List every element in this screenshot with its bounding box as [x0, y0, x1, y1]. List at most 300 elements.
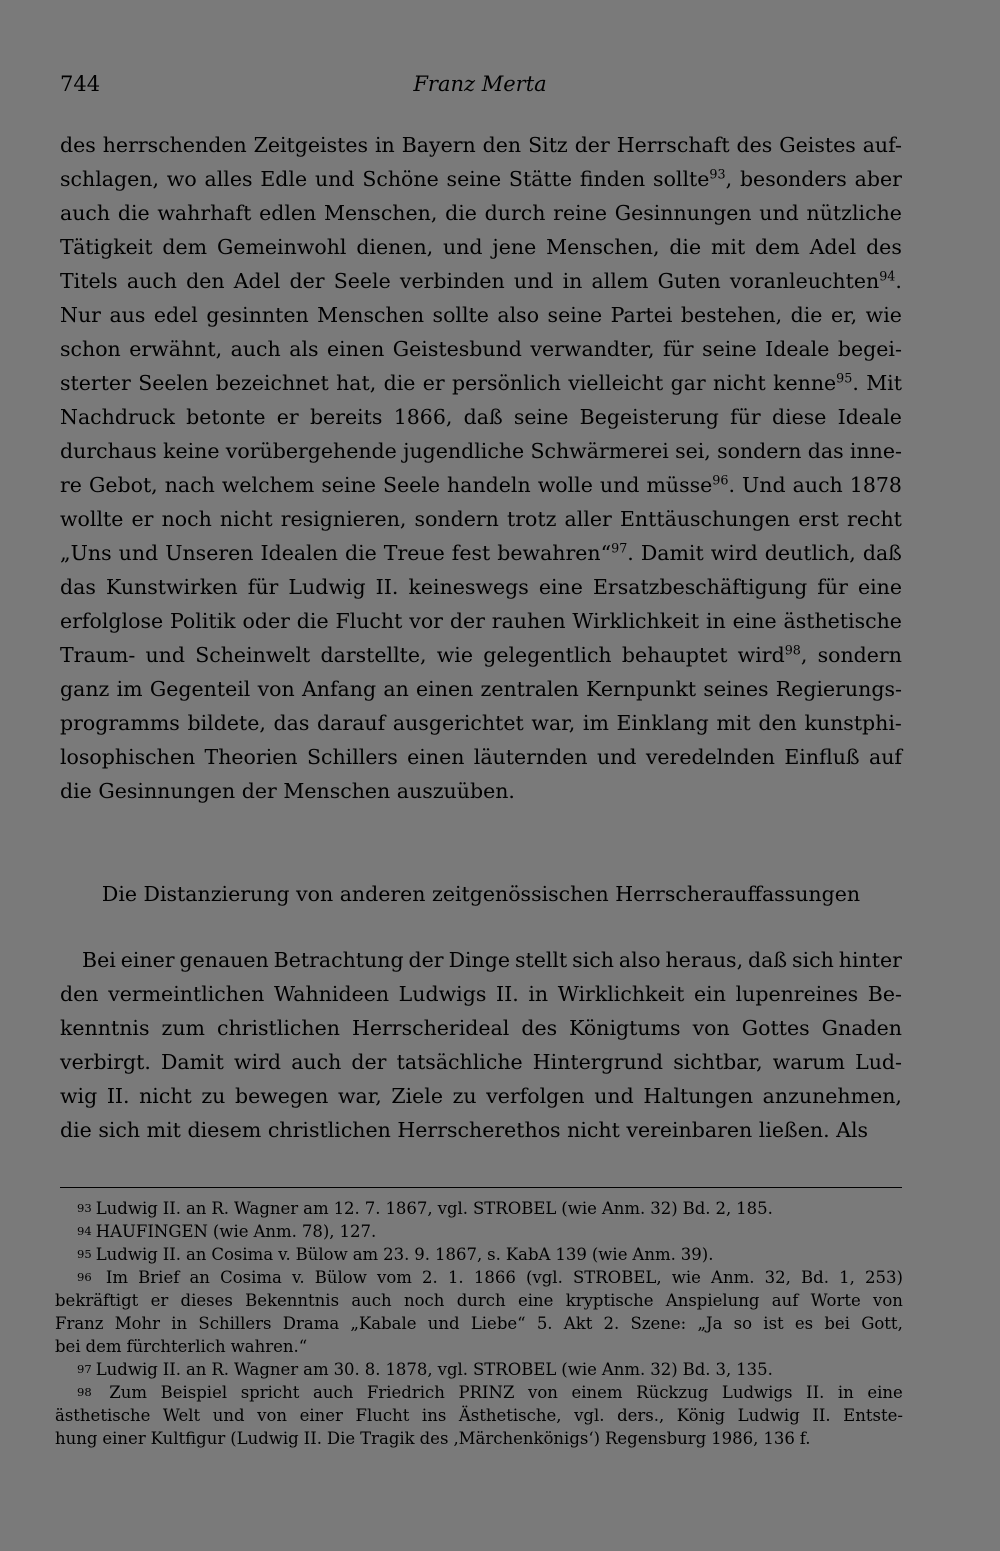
word: der [408, 948, 444, 972]
word: sollte$^{93}$, [653, 166, 733, 191]
word: an [189, 1268, 210, 1287]
word: für [247, 575, 279, 599]
word: und [599, 473, 640, 497]
word: Regierungs- [775, 677, 902, 701]
word: Anm. [601, 1360, 646, 1379]
word: diese [771, 405, 827, 429]
word: Ludwigs [398, 982, 487, 1006]
word: finden [579, 167, 646, 191]
text-line [60, 638, 902, 672]
word: kryptische [565, 1291, 654, 1310]
word: den [186, 269, 225, 293]
word: STROBEL [472, 1199, 557, 1218]
word: KabA [505, 1245, 551, 1264]
word: bildete, [187, 711, 266, 735]
word: er [276, 405, 299, 429]
word: programms [60, 711, 180, 735]
word: 32) [650, 1360, 678, 1379]
word: auch [126, 269, 177, 293]
text-line [60, 434, 902, 468]
section-heading: Die Distanzierung von anderen zeitgenössischen Herrscherauffassungen [101, 882, 861, 906]
word: v. [292, 1268, 305, 1287]
word: ist [763, 1314, 784, 1333]
word: Cosima [211, 1245, 274, 1264]
text-line [60, 740, 902, 774]
word: sondern [414, 507, 499, 531]
word: seines [703, 677, 769, 701]
word: trotz [507, 507, 557, 531]
word: vermeintlichen [108, 982, 265, 1006]
word: Adel [809, 235, 857, 259]
word: vielleicht [568, 371, 664, 395]
word: Betrachtung [273, 948, 404, 972]
word: er [131, 507, 154, 531]
word: vgl. [437, 1199, 469, 1218]
footnote-97 [55, 1358, 903, 1381]
word: besonders [739, 167, 847, 191]
text-line [60, 298, 902, 332]
footnote-ref: 95 [836, 370, 853, 386]
word: Ludwig [737, 1406, 800, 1425]
word: verbinden [399, 269, 505, 293]
word: sei, [675, 439, 711, 463]
word: einer [299, 1406, 343, 1425]
word: erwähnt, [129, 337, 223, 361]
word: im [582, 711, 609, 735]
word: Gegenteil [149, 677, 251, 701]
word: die [669, 235, 702, 259]
word: Edle [260, 167, 308, 191]
text-line [60, 672, 902, 706]
word: seine [547, 303, 603, 327]
word: s. [487, 1245, 501, 1264]
word: lupenreines [735, 982, 859, 1006]
word: schlagen, [60, 167, 159, 191]
word: Idealen [260, 541, 338, 565]
word: Als [836, 1118, 869, 1142]
word: Unseren [165, 541, 254, 565]
word: an [185, 1199, 207, 1218]
word: (Ludwig [230, 1429, 299, 1448]
word: herrschenden [102, 133, 247, 157]
word: christlichen [267, 1118, 391, 1142]
word: durch [456, 1291, 506, 1310]
word: und [118, 541, 159, 565]
word: es [794, 1314, 814, 1333]
word: (wie [561, 1199, 597, 1218]
word: Kernpunkt [586, 677, 697, 701]
word: Brief [138, 1268, 180, 1287]
word: edel [153, 303, 198, 327]
word: und [513, 269, 554, 293]
word: 2. [422, 1268, 438, 1287]
word: in [528, 982, 549, 1006]
word: Bekenntnis [245, 1291, 340, 1310]
word: ganz [60, 677, 110, 701]
word: Tragik [360, 1429, 415, 1448]
word: aller [564, 507, 612, 531]
word: eine [517, 1291, 554, 1310]
word: am [303, 1360, 329, 1379]
word: Traum- [60, 643, 136, 667]
footnote-number: 96 [77, 1270, 92, 1284]
word: f. [799, 1429, 811, 1448]
word: Theorien [204, 745, 298, 769]
text-line [60, 604, 902, 638]
word: die [60, 1118, 92, 1142]
word: an [185, 1245, 207, 1264]
word: sich [572, 948, 614, 972]
word: in [562, 269, 583, 293]
word: welchem [221, 473, 315, 497]
word: 12. [333, 1199, 360, 1218]
word: von [257, 1406, 288, 1425]
word: 1878 [849, 473, 902, 497]
word: 1, [839, 1268, 855, 1287]
word: den [60, 982, 99, 1006]
word: Liebe“ [470, 1314, 526, 1333]
word: inne- [849, 439, 902, 463]
word: 1867, [385, 1199, 433, 1218]
word: bereits [309, 405, 383, 429]
word: und [759, 201, 799, 225]
body-paragraph-2 [60, 943, 902, 1147]
word: anzunehmen, [762, 1084, 902, 1108]
word: der [351, 1050, 387, 1074]
word: Begeisterung [579, 405, 719, 429]
word: auch [792, 473, 843, 497]
word: einen [327, 337, 385, 361]
footnote-93 [55, 1197, 903, 1220]
word: re [60, 473, 82, 497]
word: und [443, 235, 483, 259]
word: Wirklichkeit [572, 609, 700, 633]
word: daß [748, 948, 788, 972]
word: dienen, [356, 235, 434, 259]
word: auch [312, 1383, 354, 1402]
word: 1. [447, 1268, 464, 1287]
word: bestehen, [680, 303, 783, 327]
word: so [733, 1314, 753, 1333]
word: an [185, 1360, 207, 1379]
word: zu [201, 1084, 226, 1108]
word: das [807, 439, 844, 463]
word: Szene: [630, 1314, 687, 1333]
word: 1866 [473, 1268, 516, 1287]
word: erfolglose [60, 609, 164, 633]
word: war, [337, 1084, 382, 1108]
word: wird$^{98}$, [737, 642, 808, 667]
word: nicht [567, 1118, 620, 1142]
word: hat, [336, 371, 377, 395]
word: Herrschaft [616, 133, 730, 157]
word: darstellte, [320, 643, 427, 667]
word: einer [120, 948, 175, 972]
word: Tätigkeit [60, 235, 153, 259]
word: Mohr [114, 1314, 161, 1333]
footnote-94 [55, 1220, 903, 1243]
word: Worte [810, 1291, 861, 1310]
word: des [419, 1429, 449, 1448]
word: Kultfigur [150, 1429, 226, 1448]
word: Bd. [801, 1268, 829, 1287]
word: auch [291, 1050, 342, 1074]
footnote-ref: 96 [712, 472, 729, 488]
word: Kunstwirken [105, 575, 238, 599]
word: Bei [82, 948, 116, 972]
word: Damit [161, 1050, 224, 1074]
word: 1986, [711, 1429, 759, 1448]
word: eine [732, 609, 777, 633]
word: Welt [162, 1406, 201, 1425]
word: verfolgen [486, 1084, 585, 1108]
word: bekräftigt [55, 1291, 139, 1310]
word: alles [204, 167, 253, 191]
word: 139 [555, 1245, 587, 1264]
word: Ludwig [95, 1199, 158, 1218]
word: recht [847, 507, 902, 531]
word: Zeitgeistes [253, 133, 369, 157]
text-line [60, 1079, 902, 1113]
word: genauen [179, 948, 269, 972]
word: der [241, 779, 277, 803]
word: Anfang [301, 677, 377, 701]
word: auch [60, 201, 111, 225]
word: des [60, 133, 96, 157]
word: tatsächliche [396, 1050, 523, 1074]
word: durch [484, 201, 546, 225]
word: König [676, 1406, 726, 1425]
footnote-rule [60, 1187, 902, 1188]
word: Entste- [843, 1406, 903, 1425]
word: zentralen [480, 677, 579, 701]
text-line [60, 706, 902, 740]
word: 30. [333, 1360, 360, 1379]
word: kenne$^{95}$. [773, 370, 859, 395]
word: hung [55, 1429, 98, 1448]
word: bei [55, 1337, 81, 1356]
word: und [427, 1314, 460, 1333]
word: vom [377, 1268, 412, 1287]
word: STROBEL [472, 1360, 557, 1379]
word: und [145, 643, 185, 667]
word: Nur [60, 303, 101, 327]
word: Franz [55, 1314, 104, 1333]
word: Bülow [295, 1245, 348, 1264]
word: allem [591, 269, 649, 293]
word: durchaus [60, 439, 157, 463]
word: das [60, 575, 96, 599]
word: wo [166, 167, 197, 191]
word: auch [230, 337, 281, 361]
running-head [60, 72, 900, 102]
word: R. [211, 1199, 230, 1218]
word: wird [710, 541, 758, 565]
word: behauptet [621, 643, 728, 667]
word: Treue [383, 541, 445, 565]
word: der [289, 269, 325, 293]
word: Schöne [362, 167, 439, 191]
word: das [273, 711, 310, 735]
footnotes [55, 1197, 903, 1450]
word: 7. [364, 1199, 381, 1218]
word: für [817, 575, 848, 599]
word: Menschen [283, 779, 391, 803]
word: Zum [109, 1383, 148, 1402]
word: hinter [838, 948, 902, 972]
word: Flucht [335, 609, 403, 633]
word: fest [451, 541, 491, 565]
footnote-ref: 98 [784, 642, 801, 658]
word: sterter [60, 371, 131, 395]
word: für [662, 337, 694, 361]
word: nach [164, 473, 215, 497]
word: voranleuchten$^{94}$. [729, 268, 902, 293]
word: wollte [60, 507, 124, 531]
word: einem [571, 1383, 623, 1402]
word: 253) [864, 1268, 903, 1287]
word: veredelnden [645, 745, 775, 769]
word: 32) [650, 1199, 678, 1218]
word: einer [102, 1429, 146, 1448]
word: spricht [240, 1383, 300, 1402]
word: 78), [301, 1222, 335, 1241]
word: II. [162, 1360, 182, 1379]
word: Anspielung [665, 1291, 760, 1310]
word: Dinge [448, 948, 511, 972]
word: auf- [862, 133, 902, 157]
word: Friedrich [366, 1383, 445, 1402]
footnote-line [55, 1427, 903, 1450]
word: Menschen [317, 303, 425, 327]
word: Nachdruck [60, 405, 175, 429]
word: kenntnis [60, 1016, 150, 1040]
word: Ludwigs [721, 1383, 793, 1402]
word: oder [242, 609, 290, 633]
word: auf [868, 745, 902, 769]
word: Menschen, [323, 201, 438, 225]
word: Einklang [616, 711, 709, 735]
word: sich [792, 948, 834, 972]
word: (wie [591, 1245, 628, 1264]
word: Wagner [233, 1360, 299, 1379]
word: Gnaden [821, 1016, 902, 1040]
word: Schwärmerei [530, 439, 669, 463]
word: für [730, 405, 761, 429]
word: Einfluß [784, 745, 860, 769]
word: die [383, 371, 416, 395]
footnote-number: 97 [77, 1362, 92, 1376]
word: Anm. [711, 1268, 755, 1287]
word: vorübergehende [225, 439, 397, 463]
word: Seelen [138, 371, 209, 395]
word: als [289, 337, 319, 361]
footnote-95 [55, 1243, 903, 1266]
word: seine [446, 167, 502, 191]
word: Seele [382, 473, 440, 497]
word: ins [421, 1406, 447, 1425]
word: diesem [187, 1118, 262, 1142]
word: 23. [383, 1245, 410, 1264]
word: von [873, 1291, 903, 1310]
word: II. [496, 982, 519, 1006]
word: einen [416, 677, 474, 701]
footnote-ref: 93 [709, 166, 726, 182]
word: dem [162, 235, 208, 259]
word: Ideale [837, 405, 902, 429]
word: Und [742, 473, 786, 497]
word: wie [865, 303, 902, 327]
word: stellt [514, 948, 568, 972]
word: HAUFINGEN [95, 1222, 208, 1241]
word: daß [862, 541, 902, 565]
word: Wagner [233, 1199, 299, 1218]
word: Ludwig [95, 1360, 158, 1379]
footnote-number: 98 [77, 1385, 92, 1399]
word: er, [830, 303, 858, 327]
word: er [150, 1291, 169, 1310]
word: Beispiel [160, 1383, 228, 1402]
footnote-ref: 97 [611, 540, 628, 556]
word: Königtums [569, 1016, 681, 1040]
word: wie [436, 643, 473, 667]
word: handeln [447, 473, 531, 497]
word: STROBEL, [572, 1268, 662, 1287]
word: Bayern [401, 133, 476, 157]
word: II. [806, 1383, 825, 1402]
word: und [314, 167, 355, 191]
text-line [60, 400, 902, 434]
word: (vgl. [525, 1268, 563, 1287]
word: Regensburg [604, 1429, 707, 1448]
word: und [596, 745, 637, 769]
word: Stätte [508, 167, 573, 191]
word: 136 [763, 1429, 795, 1448]
text-line [60, 536, 902, 570]
footnote-line [55, 1404, 903, 1427]
word: christlichen [217, 1016, 340, 1040]
word: (wie [561, 1360, 597, 1379]
word: in [171, 1314, 188, 1333]
word: von [528, 1383, 558, 1402]
word: Damit [640, 541, 704, 565]
word: ästhetische [783, 609, 902, 633]
page-number: 744 [60, 72, 101, 96]
footnote-number: 93 [77, 1201, 92, 1215]
word: dem [755, 235, 800, 259]
footnote-line [55, 1289, 903, 1312]
word: (wie [212, 1222, 249, 1241]
word: Im [105, 1268, 129, 1287]
word: Ludwig [95, 1245, 158, 1264]
text-line [60, 264, 902, 298]
word: Cosima [220, 1268, 282, 1287]
word: 1878, [385, 1360, 433, 1379]
word: des [521, 1016, 558, 1040]
word: Gebot, [88, 473, 158, 497]
word: Anm. [253, 1222, 297, 1241]
word: ein [694, 982, 726, 1006]
word: Titels [60, 269, 118, 293]
word: läuternden [473, 745, 588, 769]
word: Flucht [355, 1406, 410, 1425]
word: wig [60, 1084, 98, 1108]
word: 3, [715, 1360, 732, 1379]
word: wahren.“ [230, 1337, 308, 1356]
text-line [60, 1011, 902, 1045]
word: der [449, 609, 485, 633]
word: 185. [736, 1199, 773, 1218]
